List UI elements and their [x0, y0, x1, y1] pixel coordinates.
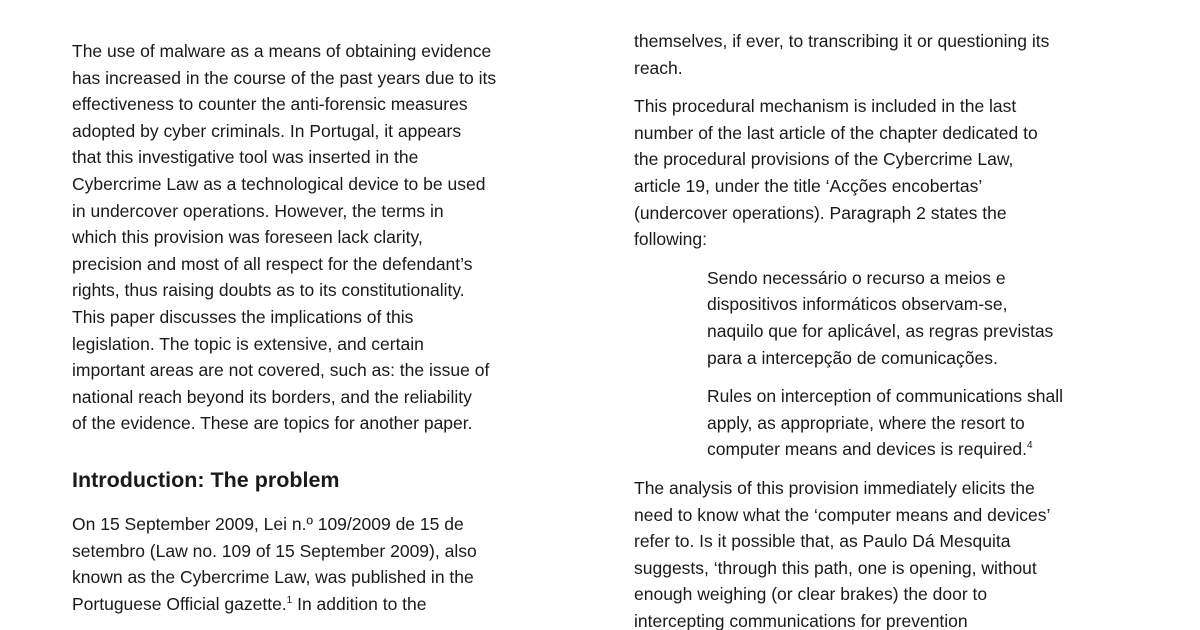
abstract-line: of the evidence. These are topics for another paper. [72, 413, 473, 434]
abstract-line: in undercover operations. However, the terms in [72, 200, 444, 221]
intro-text: In addition to the [292, 593, 427, 614]
analysis-line: need to know what the ‘computer means and devices’ [634, 504, 1051, 525]
abstract-line: important areas are not covered, such as: the issue of [72, 360, 490, 381]
analysis-line: The analysis of this provision immediately elicits the [634, 477, 1035, 498]
abstract-line: Cybercrime Law as a technological device to be used [72, 173, 486, 194]
block-quote-english [707, 383, 1134, 463]
abstract-line: precision and most of all respect for the defendant’s [72, 253, 473, 274]
abstract-line: The use of malware as a means of obtaining evidence [72, 41, 492, 61]
abstract-line: effectiveness to counter the anti-forensic measures [72, 94, 468, 115]
quote-line: dispositivos informáticos observam-se, [707, 294, 1008, 315]
abstract-line: This paper discusses the implications of this [72, 306, 414, 327]
continuation-line: reach. [634, 57, 683, 78]
block-quote-portuguese [707, 265, 1134, 371]
abstract-line: national reach beyond its borders, and the reliability [72, 386, 472, 407]
mechanism-line: number of the last article of the chapter dedicated to [634, 122, 1038, 143]
analysis-line: refer to. Is it possible that, as Paulo Dá Mesquita [634, 531, 1011, 552]
mechanism-line: the procedural provisions of the Cybercrime Law, [634, 149, 1014, 170]
mechanism-line: following: [634, 229, 707, 250]
quote-line: Sendo necessário o recurso a meios e [707, 267, 1006, 288]
mechanism-line: article 19, under the title ‘Acções encobertas’ [634, 175, 983, 196]
analysis-line: intercepting communications for prevention [634, 610, 968, 630]
analysis-line: enough weighing (or clear brakes) the door to [634, 584, 988, 605]
continuation-paragraph [634, 28, 1134, 81]
analysis-line: suggests, ‘through this path, one is opening, without [634, 557, 1037, 578]
abstract-line: that this investigative tool was inserted in the [72, 147, 419, 168]
intro-line: setembro (Law no. 109 of 15 September 2009), also [72, 540, 477, 561]
quote-line: naquilo que for aplicável, as regras previstas [707, 320, 1054, 341]
intro-line: On 15 September 2009, Lei n.º 109/2009 de 15 de [72, 513, 464, 534]
abstract-line: rights, thus raising doubts as to its constitutionality. [72, 280, 465, 301]
mechanism-line: This procedural mechanism is included in the last [634, 96, 1017, 117]
intro-line: known as the Cybercrime Law, was published in the [72, 567, 474, 588]
footnote-marker[interactable]: 4 [1027, 440, 1033, 452]
section-heading: Introduction: The problem [72, 467, 340, 492]
mechanism-paragraph [634, 93, 1134, 253]
footnote-marker[interactable]: 1 [286, 594, 293, 606]
quote-text: computer means and devices is required. [707, 439, 1028, 460]
abstract-line: legislation. The topic is extensive, and certain [72, 333, 424, 354]
intro-line [72, 591, 572, 618]
abstract-paragraph [72, 38, 572, 437]
analysis-paragraph [634, 475, 1134, 630]
mechanism-line: (undercover operations). Paragraph 2 states the [634, 202, 1007, 223]
quote-line [707, 436, 1134, 463]
abstract-line: has increased in the course of the past years due to its [72, 67, 497, 88]
right-column [634, 28, 1134, 630]
quote-line: para a intercepção de comunicações. [707, 347, 998, 368]
intro-paragraph [72, 511, 572, 617]
quote-line: Rules on interception of communications shall [707, 386, 1064, 407]
abstract-line: adopted by cyber criminals. In Portugal, it appears [72, 120, 462, 141]
continuation-line: themselves, if ever, to transcribing it or questioning its [634, 31, 1050, 51]
abstract-line: which this provision was foreseen lack clarity, [72, 227, 423, 248]
intro-text: Portuguese Official gazette. [72, 593, 287, 614]
quote-line: apply, as appropriate, where the resort to [707, 412, 1025, 433]
left-column [72, 38, 572, 617]
